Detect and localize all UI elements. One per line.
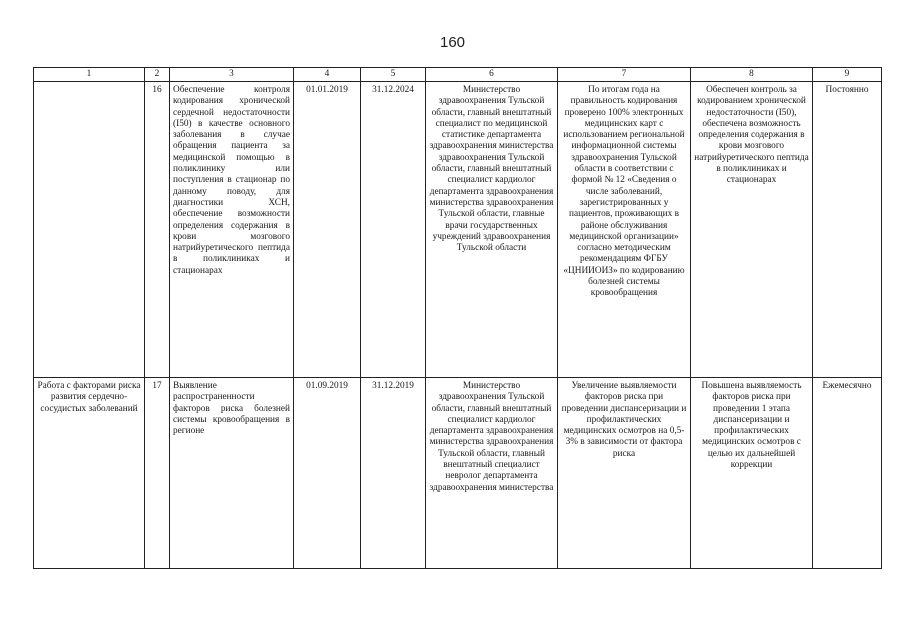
row-number-cell: 17 bbox=[145, 378, 170, 569]
row-start-date-cell: 01.09.2019 bbox=[294, 378, 361, 569]
table-row bbox=[34, 82, 882, 378]
row-start-date-cell: 01.01.2019 bbox=[294, 82, 361, 378]
page-number: 160 bbox=[439, 34, 466, 51]
row-characteristic-cell: Увеличение выявляемости факторов риска при проведении диспансеризации и профилактических медицинских осмотров на 0,5-3% в зависимости от фактора риска bbox=[558, 378, 691, 569]
row-event-cell: Выявление распространенности факторов риска болезней системы кровообращения в регионе bbox=[170, 378, 294, 569]
row-frequency-cell: Ежемесячно bbox=[813, 378, 882, 569]
header-col-3: 3 bbox=[170, 68, 294, 82]
row-characteristic-cell: По итогам года на правильность кодирования проверено 100% электронных медицинских карт с использованием региональной информационной системы здравоохранения Тульской области в соответствии с формой № 12 «Сведения о числе заболеваний, зарегистрированных у пациентов, проживающих в районе обслуживания медицинской организации» согласно методическим рекомендациям ФГБУ «ЦНИИОИЗ» по кодированию болезней системы кровообращения bbox=[558, 82, 691, 378]
table-row bbox=[34, 378, 882, 569]
row-responsible-cell: Министерство здравоохранения Тульской области, главный внештатный специалист по медицинской статистике департамента здравоохранения министерства здравоохранения Тульской области, главный внештатный специалист кардиолог департамента здравоохранения министерства здравоохранения Тульской области, главные врачи государственных учреждений здравоохранения Тульской области bbox=[426, 82, 558, 378]
header-col-6: 6 bbox=[426, 68, 558, 82]
row-result-cell: Повышена выявляемость факторов риска при проведении 1 этапа диспансеризации и профилактических медицинских осмотров с целью их дальнейшей коррекции bbox=[691, 378, 813, 569]
header-col-4: 4 bbox=[294, 68, 361, 82]
header-col-8: 8 bbox=[691, 68, 813, 82]
header-col-9: 9 bbox=[813, 68, 882, 82]
row-result-cell: Обеспечен контроль за кодированием хронической недостаточности (I50), обеспечена возможность определения содержания в крови мозгового натрийуретического пептида в поликлиниках и стационарах bbox=[691, 82, 813, 378]
header-col-1: 1 bbox=[34, 68, 145, 82]
row-end-date-cell: 31.12.2024 bbox=[361, 82, 426, 378]
table-header-row bbox=[34, 68, 882, 82]
measures-table bbox=[33, 67, 882, 569]
row-responsible-cell: Министерство здравоохранения Тульской области, главный внештатный специалист кардиолог департамента здравоохранения министерства здравоохранения Тульской области, главный внештатный специалист невролог департамента здравоохранения министерства bbox=[426, 378, 558, 569]
row-end-date-cell: 31.12.2019 bbox=[361, 378, 426, 569]
row-frequency-cell: Постоянно bbox=[813, 82, 882, 378]
row-event-cell: Обеспечение контроля кодирования хронической сердечной недостаточности (I50) в качестве основного заболевания в случае обращения пациента за медицинской помощью в поликлинику или поступления в стационар по данному поводу, для диагностики ХСН, обеспечение возможности определения содержания в крови мозгового натрийуретического пептида в поликлиниках и стационарах bbox=[170, 82, 294, 378]
row-direction-cell bbox=[34, 82, 145, 378]
header-col-7: 7 bbox=[558, 68, 691, 82]
header-col-2: 2 bbox=[145, 68, 170, 82]
row-direction-cell: Работа с факторами риска развития сердечно-сосудистых заболеваний bbox=[34, 378, 145, 569]
row-number-cell: 16 bbox=[145, 82, 170, 378]
header-col-5: 5 bbox=[361, 68, 426, 82]
